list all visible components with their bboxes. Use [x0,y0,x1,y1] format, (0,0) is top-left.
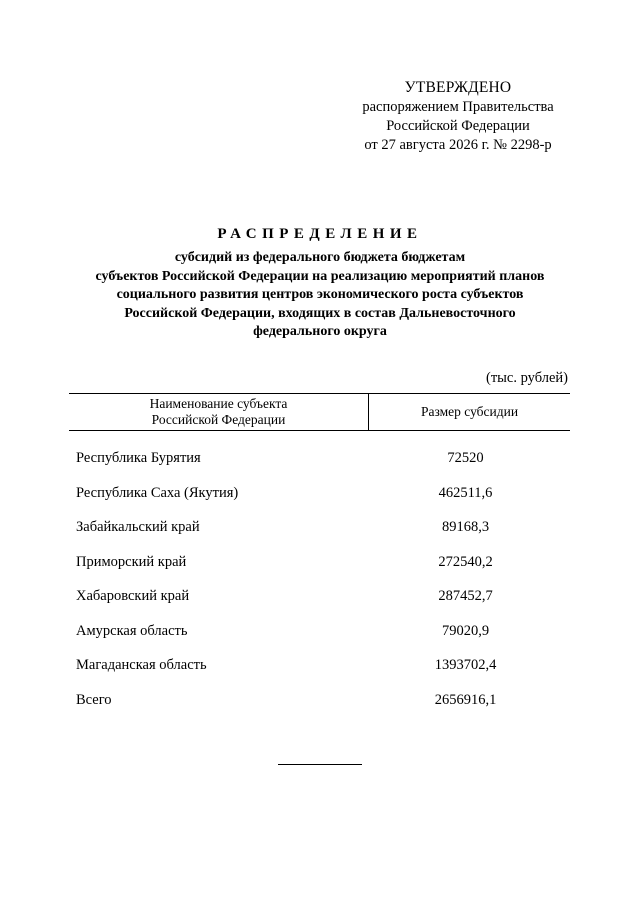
region-name: Амурская область [76,622,188,639]
approval-line-3: от 27 августа 2026 г. № 2298-р [364,137,552,153]
table-row [69,656,570,691]
subsidy-amount: 89168,3 [441,519,490,535]
region-name: Республика Саха (Якутия) [76,484,239,501]
approval-block [340,78,576,155]
document-subtitle [60,249,580,342]
approval-line-1: распоряжением Правительства [362,99,554,115]
header-name-line: Российской Федерации [151,412,286,427]
region-name: Магаданская область [76,657,207,673]
header-amount-column: Размер субсидии [420,404,519,419]
approval-line-2: Российской Федерации [386,118,530,134]
approval-stamp: УТВЕРЖДЕНО [404,79,512,96]
subsidy-amount: 79020,9 [441,622,490,639]
subsidy-amount: 287452,7 [438,588,493,604]
region-name: Приморский край [76,553,187,570]
subsidy-amount: 462511,6 [438,484,493,501]
table-body [69,431,570,725]
subsidy-amount: 1393702,4 [434,657,497,673]
subsidy-amount: 72520 [447,450,484,466]
region-name: Республика Бурятия [76,450,201,466]
region-name: Забайкальский край [76,519,200,535]
table-row [69,553,570,588]
subtitle-line: социального развития центров экономического роста субъектов [116,287,524,302]
subtitle-line: Российской Федерации, входящих в состав Дальневосточного [124,305,516,321]
subsidy-amount: 272540,2 [438,553,493,570]
document-title: РАСПРЕДЕЛЕНИЕ [217,226,423,242]
region-name: Хабаровский край [76,588,190,604]
table-row [69,484,570,519]
subtitle-line: субъектов Российской Федерации на реализацию мероприятий планов [95,268,545,284]
total-amount: 2656916,1 [434,691,497,708]
end-divider [278,764,362,765]
header-name-line: Наименование субъекта [149,396,288,411]
subtitle-line: субсидий из федерального бюджета бюджетам [174,250,466,265]
table-header [69,393,570,431]
subtitle-line: федерального округа [253,324,387,339]
table-row [69,518,570,553]
header-name-column [69,394,369,430]
table-row [69,449,570,484]
table-total-row [69,691,570,726]
total-label: Всего [76,691,112,708]
table-row [69,622,570,657]
subsidy-table [69,393,570,725]
units-label: (тыс. рублей) [486,370,568,386]
table-row [69,587,570,622]
